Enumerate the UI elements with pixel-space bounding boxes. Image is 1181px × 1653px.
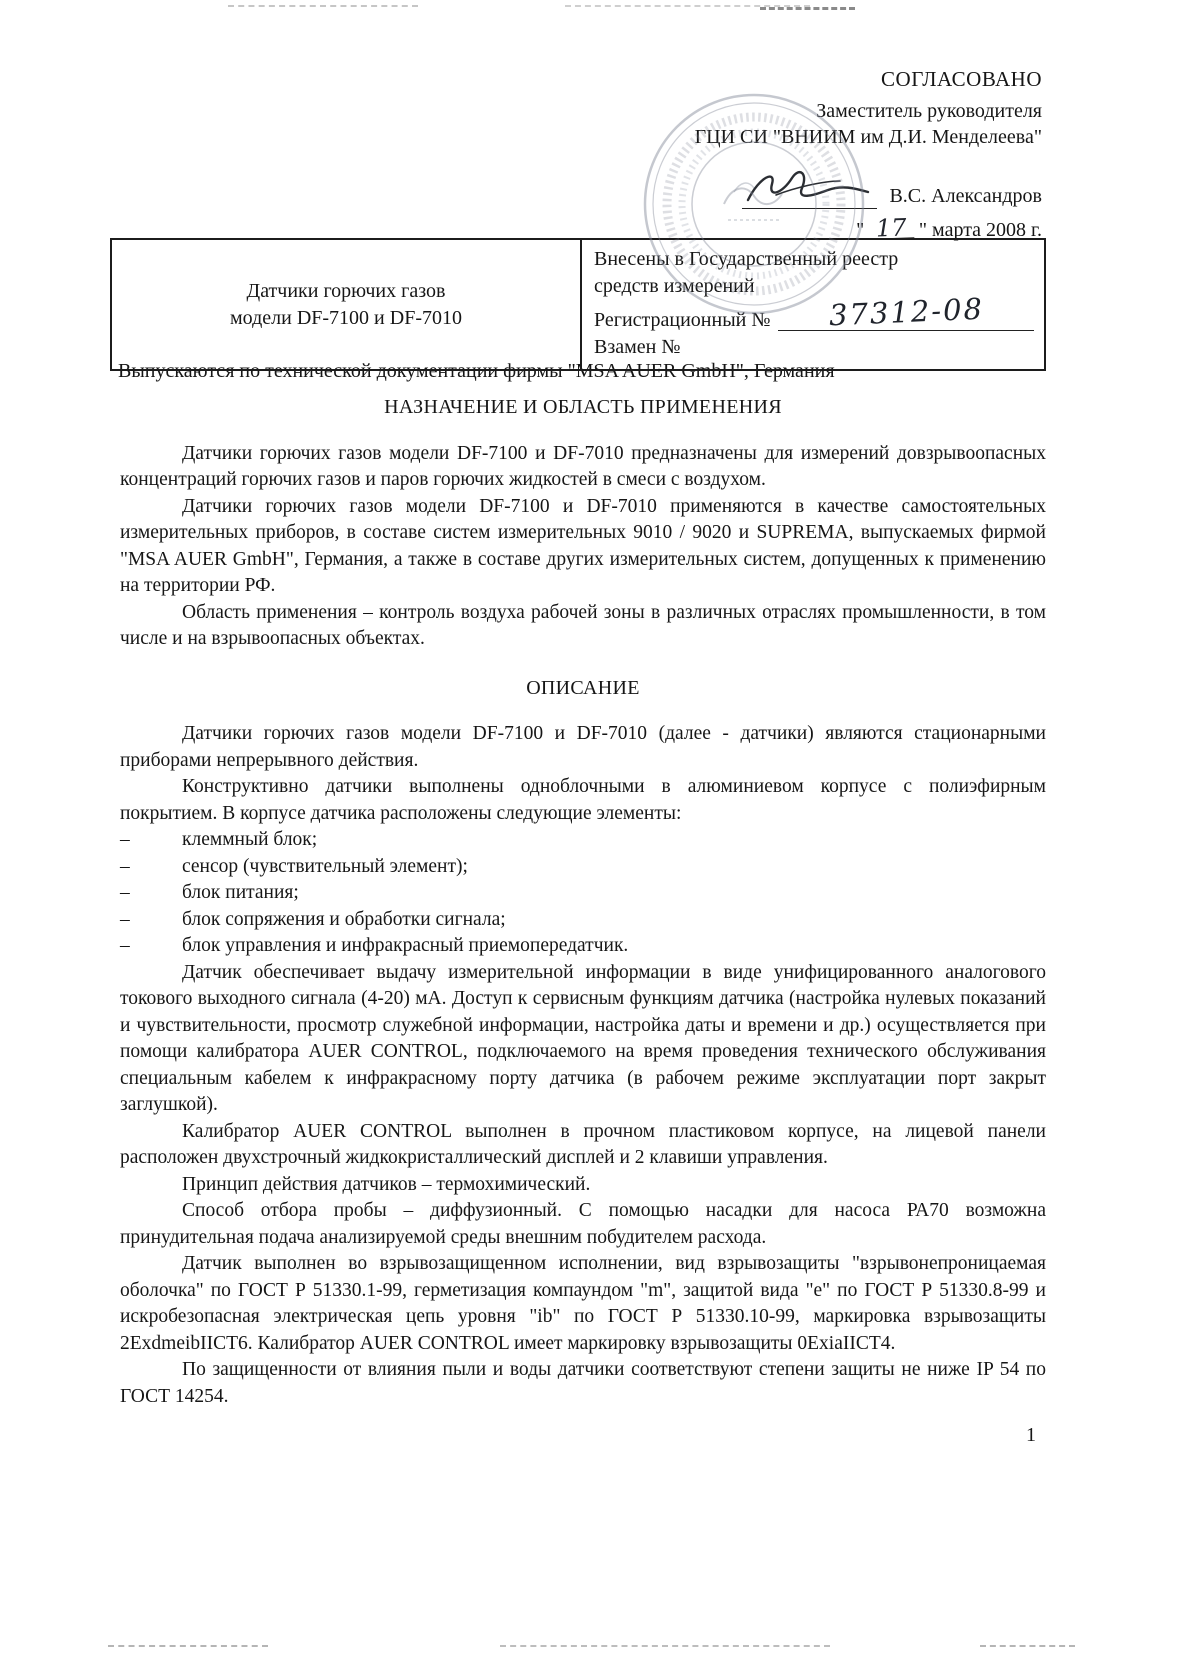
paragraph: Конструктивно датчики выполнены одноблочными в алюминиевом корпусе с полиэфирным покрытием. В корпусе датчика расположены следующие элементы:	[120, 776, 1046, 824]
list-item-text: сенсор (чувствительный элемент);	[182, 855, 468, 877]
list-item	[120, 854, 1046, 881]
device-title-line1: Датчики горючих газов	[246, 279, 446, 302]
device-title-line2: модели DF-7100 и DF-7010	[230, 306, 462, 329]
page-number: 1	[1026, 1424, 1036, 1446]
date-open-quote: "	[856, 219, 865, 241]
scan-artifact	[228, 5, 418, 7]
paragraph: Датчики горючих газов модели DF-7100 и DF-7010 предназначены для измерений довзрывоопасных концентраций горючих газов и паров горючих жидкостей в смеси с воздухом.	[120, 442, 1046, 490]
list-marker: –	[120, 882, 130, 903]
list-item	[120, 827, 1046, 854]
paragraph: Калибратор AUER CONTROL выполнен в прочном пластиковом корпусе, на лицевой панели расположен двухстрочный жидкокристаллический дисплей и 2 клавиши управления.	[120, 1120, 1046, 1168]
handwritten-registration-number: 37312-08	[828, 291, 985, 333]
list-marker: –	[120, 908, 130, 930]
list-marker: –	[120, 855, 130, 877]
list-item	[120, 880, 1046, 907]
signature-icon	[742, 168, 877, 206]
scan-artifact	[108, 1645, 268, 1647]
section-heading-description: ОПИСАНИЕ	[526, 676, 640, 699]
signer-name: В.С. Александров	[889, 185, 1042, 207]
handwritten-day: 17	[869, 217, 914, 240]
replaces-label: Взамен №	[594, 336, 681, 358]
list-marker: –	[120, 935, 130, 956]
scan-artifact	[980, 1645, 1075, 1647]
list-marker: –	[120, 829, 130, 850]
paragraph: Область применения – контроль воздуха рабочей зоны в различных отраслях промышленности, в том числе и на взрывоопасных объектах.	[120, 601, 1046, 649]
list-item-text: блок сопряжения и обработки сигнала;	[182, 908, 506, 930]
registry-line1: Внесены в Государственный реестр	[594, 248, 899, 270]
paragraph: Способ отбора пробы – диффузионный. С помощью насадки для насоса РА70 возможна принудительная подача анализируемой среды внешним побудителем расхода.	[120, 1200, 1046, 1248]
document-body	[120, 394, 1046, 1410]
header-table	[110, 238, 1046, 371]
registration-underline	[778, 291, 1034, 333]
registration-row	[594, 291, 1034, 334]
signature-row	[612, 168, 1042, 209]
paragraph: Датчик выполнен во взрывозащищенном исполнении, вид взрывозащиты "взрывонепроницаемая оболочка" по ГОСТ Р 51330.1-99, герметизация компаундом "m", защитой вида "e" по ГОСТ Р 51330.8-99 и искробезопасная электрическая цепь уровня "ib" по ГОСТ Р 51330.10-99, маркировка взрывозащиты 2ExdmeibIICT6. Калибратор AUER CONTROL имеет маркировку взрывозащиты 0ExiaIICT4.	[120, 1253, 1046, 1354]
approval-block	[612, 66, 1042, 243]
section-heading-purpose: НАЗНАЧЕНИЕ И ОБЛАСТЬ ПРИМЕНЕНИЯ	[384, 396, 782, 418]
list-item-text: клеммный блок;	[182, 829, 318, 850]
paragraph: Датчик обеспечивает выдачу измерительной информации в виде унифицированного аналогового токового выходного сигнала (4-20) мА. Доступ к сервисным функциям датчика (настройка нулевых показаний и чувствительности, просмотр служебной информации, настройка даты и времени и др.) осуществляется при помощи калибратора AUER CONTROL, подключаемого на время проведения технического обслуживания специальным кабелем к инфракрасному порту датчика (в рабочем режиме эксплуатации порт закрыт заглушкой).	[120, 961, 1046, 1115]
paragraph: По защищенности от влияния пыли и воды датчики соответствуют степени защиты не ниже IP 54 по ГОСТ 14254.	[120, 1359, 1046, 1407]
paragraph: Принцип действия датчиков – термохимический.	[182, 1173, 591, 1195]
list-item	[120, 907, 1046, 934]
registration-label: Регистрационный №	[594, 309, 771, 331]
paragraph: Датчики горючих газов модели DF-7100 и DF-7010 применяются в качестве самостоятельных измерительных приборов, в составе систем измерительных 9010 / 9020 и SUPREMA, выпускаемых фирмой "MSA AUER GmbH", Германия, а также в составе других измерительных систем, допущенных к применению на территории РФ.	[120, 495, 1046, 596]
signature-line	[742, 168, 877, 209]
issued-line: Выпускаются по технической документации фирмы "MSA AUER GmbH", Германия	[118, 360, 835, 382]
scan-artifact	[760, 7, 855, 10]
device-title-cell	[112, 240, 582, 369]
list-item	[120, 933, 1046, 960]
approval-organization: ГЦИ СИ "ВНИИМ им Д.И. Менделеева"	[694, 126, 1042, 148]
list-item-text: блок управления и инфракрасный приемопередатчик.	[182, 935, 629, 956]
approval-subtitle: Заместитель руководителя	[816, 100, 1042, 122]
approval-title: СОГЛАСОВАНО	[881, 67, 1042, 91]
list-item-text: блок питания;	[182, 882, 299, 903]
scan-artifact	[500, 1645, 830, 1647]
date-rest: " марта 2008 г.	[918, 219, 1042, 241]
paragraph: Датчики горючих газов модели DF-7100 и DF-7010 (далее - датчики) являются стационарными приборами непрерывного действия.	[120, 723, 1046, 771]
registry-cell	[582, 240, 1044, 369]
registry-line2: средств измерений	[594, 275, 755, 297]
